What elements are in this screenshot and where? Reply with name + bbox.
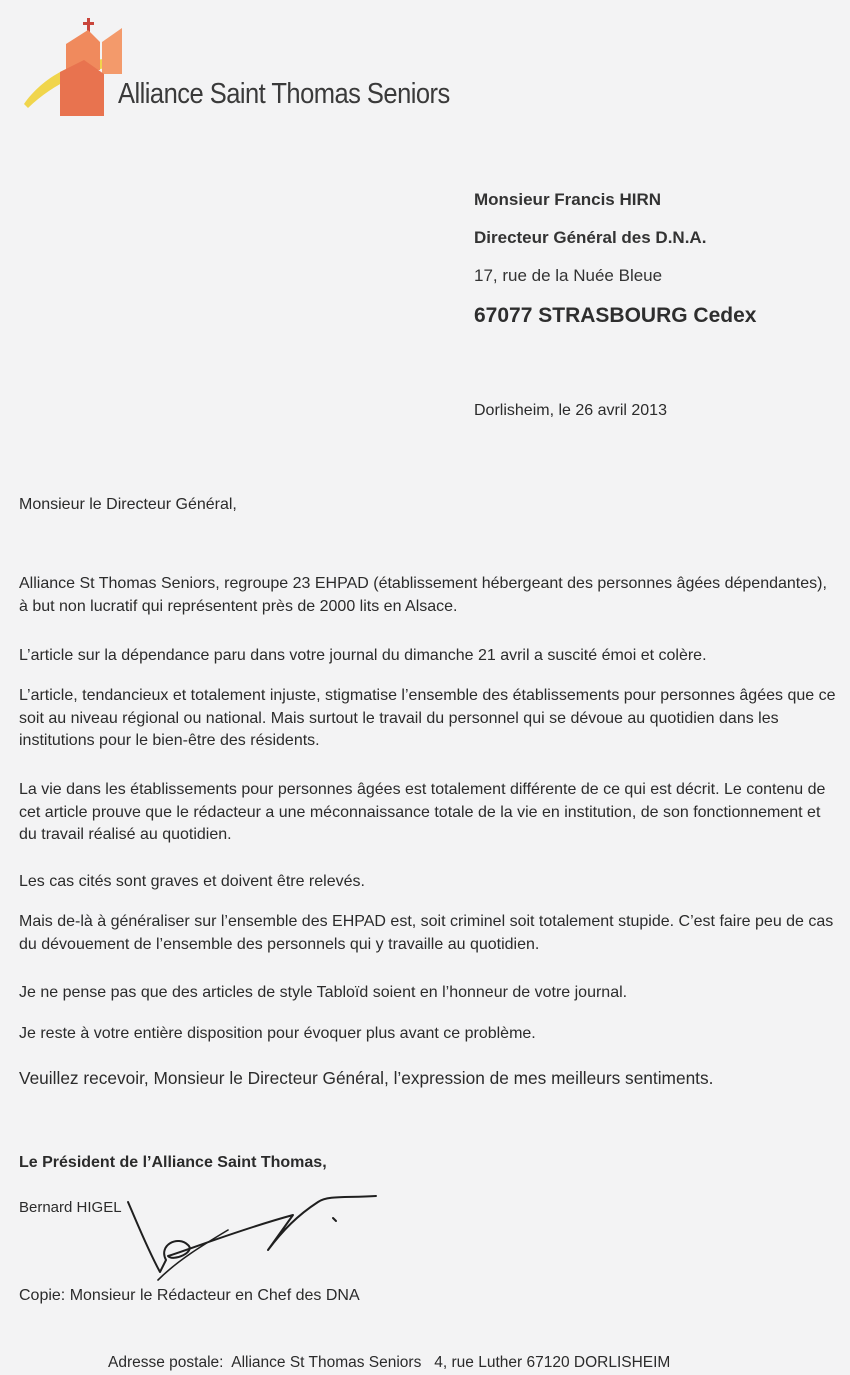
recipient-street: 17, rue de la Nuée Bleue	[474, 266, 663, 285]
recipient-city: 67077 STRASBOURG Cedex	[474, 304, 757, 327]
paragraph-7: Je ne pense pas que des articles de style Tabloïd soient en l’honneur de votre journal.	[19, 984, 628, 1001]
recipient-title: Directeur Général des D.N.A.	[474, 228, 707, 247]
postal-address-footer	[108, 1354, 670, 1372]
handwritten-signature-icon	[118, 1190, 388, 1285]
signer-title: Le Président de l’Alliance Saint Thomas,	[19, 1154, 327, 1171]
letter-date: Dorlisheim, le 26 avril 2013	[474, 402, 667, 419]
paragraph-5: Les cas cités sont graves et doivent être relevés.	[19, 873, 365, 890]
signer-name: Bernard HIGEL	[19, 1199, 122, 1216]
closing-formula: Veuillez recevoir, Monsieur le Directeur Général, l’expression de mes meilleurs sentiments.	[19, 1068, 714, 1088]
letterhead	[22, 12, 450, 124]
footer-label: Adresse postale:	[108, 1354, 224, 1371]
footer-address: 4, rue Luther 67120 DORLISHEIM	[434, 1354, 671, 1371]
recipient-name: Monsieur Francis HIRN	[474, 190, 662, 209]
church-houses-logo-icon	[22, 12, 122, 124]
copy-recipient: Copie: Monsieur le Rédacteur en Chef des DNA	[19, 1287, 360, 1304]
paragraph-8: Je reste à votre entière disposition pour évoquer plus avant ce problème.	[19, 1025, 536, 1042]
paragraph-1: Alliance St Thomas Seniors, regroupe 23 EHPAD (établissement hébergeant des personnes âgées dépendantes), à but non lucratif qui représentent près de 2000 lits en Alsace.	[19, 575, 827, 615]
paragraph-2: L’article sur la dépendance paru dans votre journal du dimanche 21 avril a suscité émoi et colère.	[19, 647, 707, 664]
paragraph-4: La vie dans les établissements pour personnes âgées est totalement différente de ce qui est décrit. Le contenu de cet article prouve que le rédacteur a une méconnaissance totale de la vie en institution, de son fonctionnement et du travail réalisé au quotidien.	[19, 781, 826, 843]
paragraph-6: Mais de-là à généraliser sur l’ensemble des EHPAD est, soit criminel soit totalement stupide. C’est faire peu de cas du dévouement de l’ensemble des personnels qui y travaille au quotidien.	[19, 913, 834, 953]
paragraph-3: L’article, tendancieux et totalement injuste, stigmatise l’ensemble des établissements pour personnes âgées que ce soit au niveau régional ou national. Mais surtout le travail du personnel qui se dévoue au quotidien dans les institutions pour le bien-être des résidents.	[19, 687, 836, 749]
footer-org: Alliance St Thomas Seniors	[231, 1354, 422, 1371]
organization-name: Alliance Saint Thomas Seniors	[118, 78, 450, 110]
salutation: Monsieur le Directeur Général,	[19, 496, 237, 513]
